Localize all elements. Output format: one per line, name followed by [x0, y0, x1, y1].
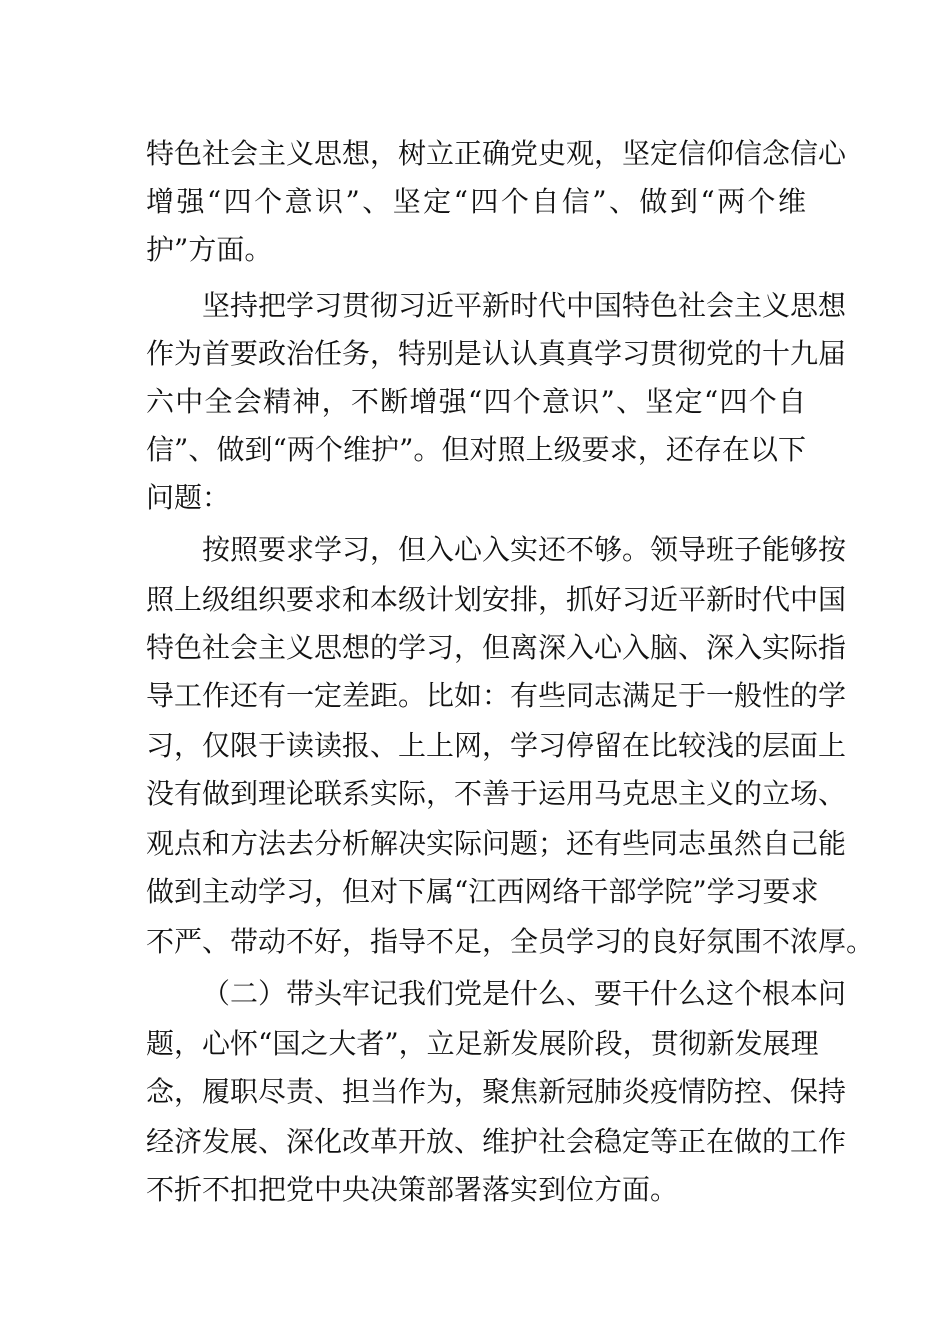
text-line: 不严、带动不好，指导不足，全员学习的良好氛围不浓厚。: [146, 925, 875, 958]
text-line: 做到主动学习，但对下属“江西网络干部学院”学习要求: [146, 875, 819, 908]
text-line: 没有做到理论联系实际，不善于运用马克思主义的立场、: [146, 777, 847, 810]
text-line: 问题：: [146, 481, 231, 514]
text-line: 照上级组织要求和本级计划安排，抓好习近平新时代中国: [146, 583, 847, 616]
text-line: 经济发展、深化改革开放、维护社会稳定等正在做的工作: [146, 1125, 847, 1158]
text-line: 六中全会精神，不断增强“四个意识”、坚定“四个自: [146, 385, 806, 418]
text-line: 导工作还有一定差距。比如：有些同志满足于一般性的学: [146, 679, 847, 712]
paragraph-first-line: 坚持把学习贯彻习近平新时代中国特色社会主义思想: [202, 289, 847, 322]
text-line: 特色社会主义思想，树立正确党史观，坚定信仰信念信心: [146, 137, 847, 170]
text-line: 观点和方法去分析解决实际问题；还有些同志虽然自己能: [146, 827, 847, 860]
text-line: 特色社会主义思想的学习，但离深入心入脑、深入实际指: [146, 631, 847, 664]
text-line: 题，心怀“国之大者”，立足新发展阶段，贯彻新发展理: [146, 1027, 819, 1060]
text-line: 不折不扣把党中央决策部署落实到位方面。: [146, 1173, 679, 1206]
text-line: 增强“四个意识”、坚定“四个自信”、做到“两个维: [146, 185, 806, 218]
text-line: 作为首要政治任务，特别是认认真真学习贯彻党的十九届: [146, 337, 847, 370]
paragraph-first-line: 按照要求学习，但入心入实还不够。领导班子能够按: [202, 533, 847, 566]
text-line: 信”、做到“两个维护”。但对照上级要求，还存在以下: [146, 433, 806, 466]
text-line: 习，仅限于读读报、上上网，学习停留在比较浅的层面上: [146, 729, 847, 762]
text-line: 护”方面。: [146, 233, 273, 266]
section-heading-line: （二）带头牢记我们党是什么、要干什么这个根本问: [202, 977, 847, 1010]
text-line: 念，履职尽责、担当作为，聚焦新冠肺炎疫情防控、保持: [146, 1075, 847, 1108]
